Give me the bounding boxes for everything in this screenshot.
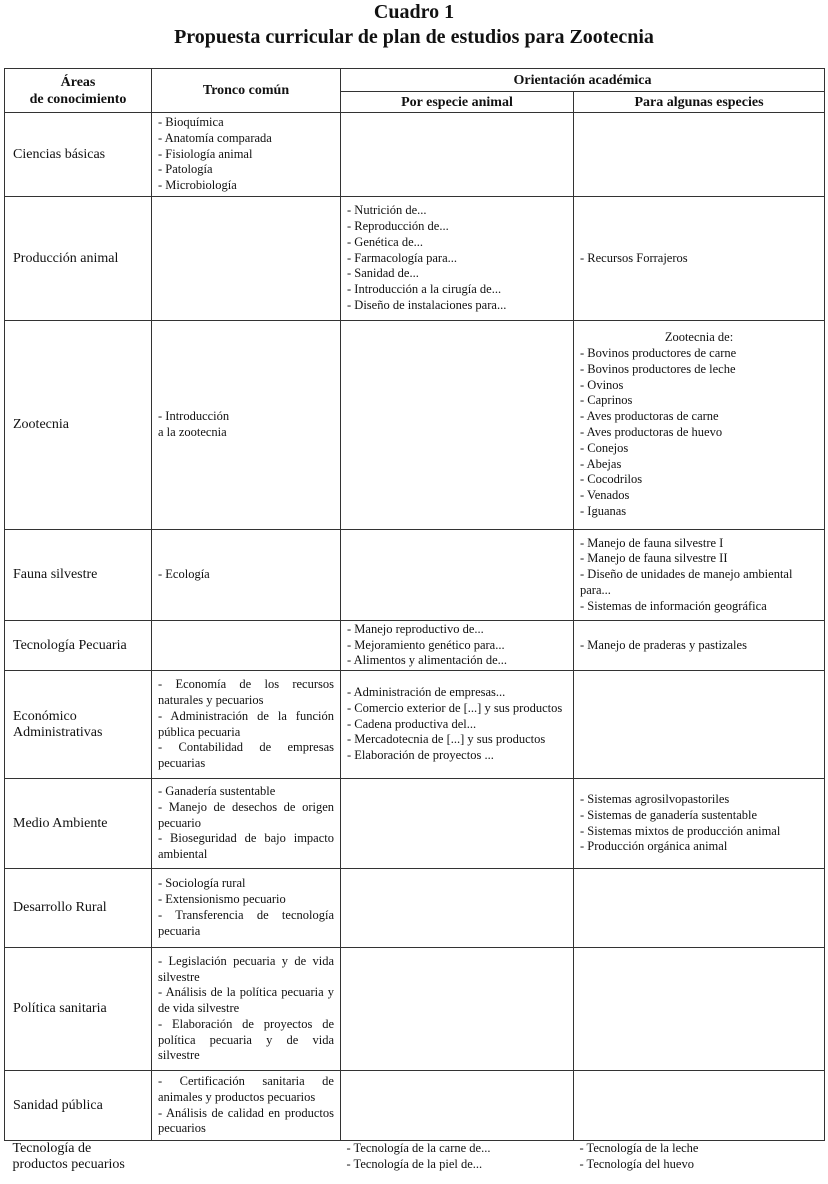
header-areas: Áreas de conocimiento (5, 69, 152, 113)
area-cell: Medio Ambiente (5, 779, 152, 869)
subject-list (347, 622, 567, 669)
table-row (5, 530, 825, 621)
list-item: - Aves productoras de carne (580, 409, 719, 424)
algunas-cell (574, 948, 825, 1071)
area-cell: Tecnología Pecuaria (5, 621, 152, 671)
list-item: - Cocodrilos (580, 472, 643, 487)
area-cell: Política sanitaria (5, 948, 152, 1071)
tronco-cell (152, 197, 341, 321)
list-item: - Bovinos productores de leche (580, 361, 736, 376)
table-row (5, 621, 825, 671)
subject-list (580, 536, 818, 615)
especie-cell (341, 1141, 574, 1184)
curriculum-table (4, 68, 825, 1184)
algunas-cell (574, 530, 825, 621)
list-item: - Contabilidad de empresas pecuarias (158, 740, 334, 771)
list-item: - Manejo de fauna silvestre I (580, 535, 724, 550)
especie-cell (341, 869, 574, 948)
table-row (5, 869, 825, 948)
list-item: - Tecnología de la carne de... (346, 1141, 491, 1155)
header-tronco: Tronco común (152, 69, 341, 113)
list-item: - Análisis de calidad en productos pecuarios (158, 1105, 334, 1136)
list-item: - Manejo reproductivo de... (347, 621, 484, 636)
table-row (5, 321, 825, 530)
area-cell: Económico Administrativas (5, 671, 152, 779)
especie-cell (341, 321, 574, 530)
algunas-cell (574, 671, 825, 779)
subject-list (158, 954, 334, 1065)
list-item: - Comercio exterior de [...] y sus productos (347, 700, 563, 715)
algunas-cell (574, 113, 825, 197)
algunas-cell (574, 321, 825, 530)
especie-cell (341, 948, 574, 1071)
list-item: - Patología (158, 162, 213, 177)
list-item: - Análisis de la política pecuaria y de vida silvestre (158, 985, 334, 1016)
area-cell: Sanidad pública (5, 1071, 152, 1141)
list-item: - Manejo de fauna silvestre II (580, 551, 728, 566)
list-item: - Conejos (580, 440, 629, 455)
list-item: - Genética de... (347, 234, 424, 249)
list-item: - Ecología (158, 567, 210, 582)
area-cell: Tecnología de productos pecuarios (5, 1141, 152, 1184)
area-cell: Producción animal (5, 197, 152, 321)
list-item: - Producción orgánica animal (580, 839, 728, 854)
list-item: - Abejas (580, 456, 622, 471)
list-item: - Caprinos (580, 393, 633, 408)
list-item: - Diseño de unidades de manejo ambiental para... (580, 567, 793, 597)
area-cell: Ciencias básicas (5, 113, 152, 197)
list-item: - Administración de la función pública pecuaria (158, 708, 334, 739)
list-item: - Tecnología de la leche (579, 1141, 699, 1155)
list-item: - Administración de empresas... (347, 685, 506, 699)
tronco-cell (152, 530, 341, 621)
table-row (5, 197, 825, 321)
subject-list (158, 1074, 334, 1137)
subheading: Zootecnia de: (664, 330, 734, 345)
subject-list (158, 567, 334, 583)
list-item: - Transferencia de tecnología pecuaria (158, 908, 334, 938)
especie-cell (341, 530, 574, 621)
tronco-cell (152, 621, 341, 671)
list-item: - Fisiología animal (158, 146, 253, 161)
table-row (5, 1141, 825, 1184)
tronco-cell (152, 1141, 341, 1184)
algunas-cell (574, 197, 825, 321)
list-item: - Economía de los recursos naturales y pecuarios (158, 677, 334, 707)
algunas-cell (574, 621, 825, 671)
area-cell: Zootecnia (5, 321, 152, 530)
table-row (5, 1071, 825, 1141)
especie-cell (341, 671, 574, 779)
especie-cell (341, 197, 574, 321)
algunas-cell (574, 869, 825, 948)
list-item: - Bovinos productores de carne (580, 346, 737, 361)
table-title: Propuesta curricular de plan de estudios para Zootecnia (174, 26, 654, 48)
list-item: - Alimentos y alimentación de... (347, 653, 508, 668)
area-cell: Desarrollo Rural (5, 869, 152, 948)
table-row (5, 948, 825, 1071)
subject-list (347, 203, 567, 314)
header-por-especie: Por especie animal (341, 92, 574, 113)
especie-cell (341, 1071, 574, 1141)
list-item: - Recursos Forrajeros (580, 250, 688, 265)
tronco-cell (152, 779, 341, 869)
table-row (5, 113, 825, 197)
list-item: - Ganadería sustentable (158, 784, 276, 798)
list-item: - Sistemas agrosilvopastoriles (580, 791, 730, 806)
list-item: - Sistemas de ganadería sustentable (580, 807, 758, 822)
tronco-cell (152, 948, 341, 1071)
list-item: - Tecnología del huevo (579, 1156, 694, 1171)
algunas-cell (574, 1071, 825, 1141)
list-item: - Manejo de praderas y pastizales (580, 637, 747, 652)
subject-list (580, 251, 818, 267)
header-algunas-especies: Para algunas especies (574, 92, 825, 113)
list-item: - Sociología rural (158, 876, 246, 891)
table-caption: Cuadro 1 (373, 1, 455, 23)
list-item: - Cadena productiva del... (347, 716, 477, 731)
list-item: - Sistemas de información geográfica (580, 598, 767, 613)
algunas-cell (574, 779, 825, 869)
list-item: - Microbiología (158, 178, 237, 193)
tronco-cell (152, 1071, 341, 1141)
table-row (5, 671, 825, 779)
tronco-cell (152, 113, 341, 197)
list-item: - Venados (580, 488, 630, 503)
list-item: - Reproducción de... (347, 219, 449, 233)
list-item: - Farmacología para... (347, 250, 458, 265)
table-row (5, 779, 825, 869)
subject-list (158, 784, 334, 863)
list-item: - Elaboración de proyectos de política pecuaria y de vida silvestre (158, 1016, 334, 1063)
list-item: - Elaboración de proyectos ... (347, 748, 494, 763)
subject-list (580, 346, 818, 520)
subject-list (580, 638, 818, 654)
list-item: - Iguanas (580, 503, 627, 518)
especie-cell (341, 621, 574, 671)
subject-list (580, 1141, 819, 1173)
list-item: - Ovinos (580, 377, 624, 392)
list-item: - Legislación pecuaria y de vida silvestre (158, 953, 334, 984)
list-item: - Bioseguridad de bajo impacto ambiental (158, 831, 334, 862)
subject-list (158, 677, 334, 772)
list-item: - Anatomía comparada (158, 130, 272, 145)
list-item: - Aves productoras de huevo (580, 425, 723, 439)
list-item: - Nutrición de... (347, 203, 427, 218)
list-item: - Sistemas mixtos de producción animal (580, 823, 781, 838)
list-item: - Certificación sanitaria de animales y productos pecuarios (158, 1073, 334, 1104)
area-cell: Fauna silvestre (5, 530, 152, 621)
list-item: - Bioquímica (158, 115, 224, 129)
list-item: - Tecnología de la piel de... (346, 1156, 483, 1171)
subject-list (158, 409, 334, 441)
tronco-cell (152, 671, 341, 779)
list-item: a la zootecnia (158, 425, 227, 439)
tronco-cell (152, 321, 341, 530)
header-orientacion: Orientación académica (341, 69, 825, 92)
subject-list (580, 792, 818, 855)
list-item: - Diseño de instalaciones para... (347, 297, 507, 312)
algunas-cell (574, 1141, 825, 1184)
list-item: - Extensionismo pecuario (158, 892, 286, 907)
subject-list (158, 876, 334, 939)
especie-cell (341, 779, 574, 869)
list-item: - Manejo de desechos de origen pecuario (158, 799, 334, 830)
especie-cell (341, 113, 574, 197)
list-item: - Introducción a la cirugía de... (347, 282, 502, 297)
list-item: - Introducción (158, 409, 230, 424)
subject-list (347, 1141, 568, 1173)
subject-list (347, 685, 567, 764)
list-item: - Mejoramiento genético para... (347, 637, 505, 652)
list-item: - Sanidad de... (347, 266, 419, 281)
tronco-cell (152, 869, 341, 948)
subject-list (158, 115, 334, 194)
list-item: - Mercadotecnia de [...] y sus productos (347, 732, 546, 747)
